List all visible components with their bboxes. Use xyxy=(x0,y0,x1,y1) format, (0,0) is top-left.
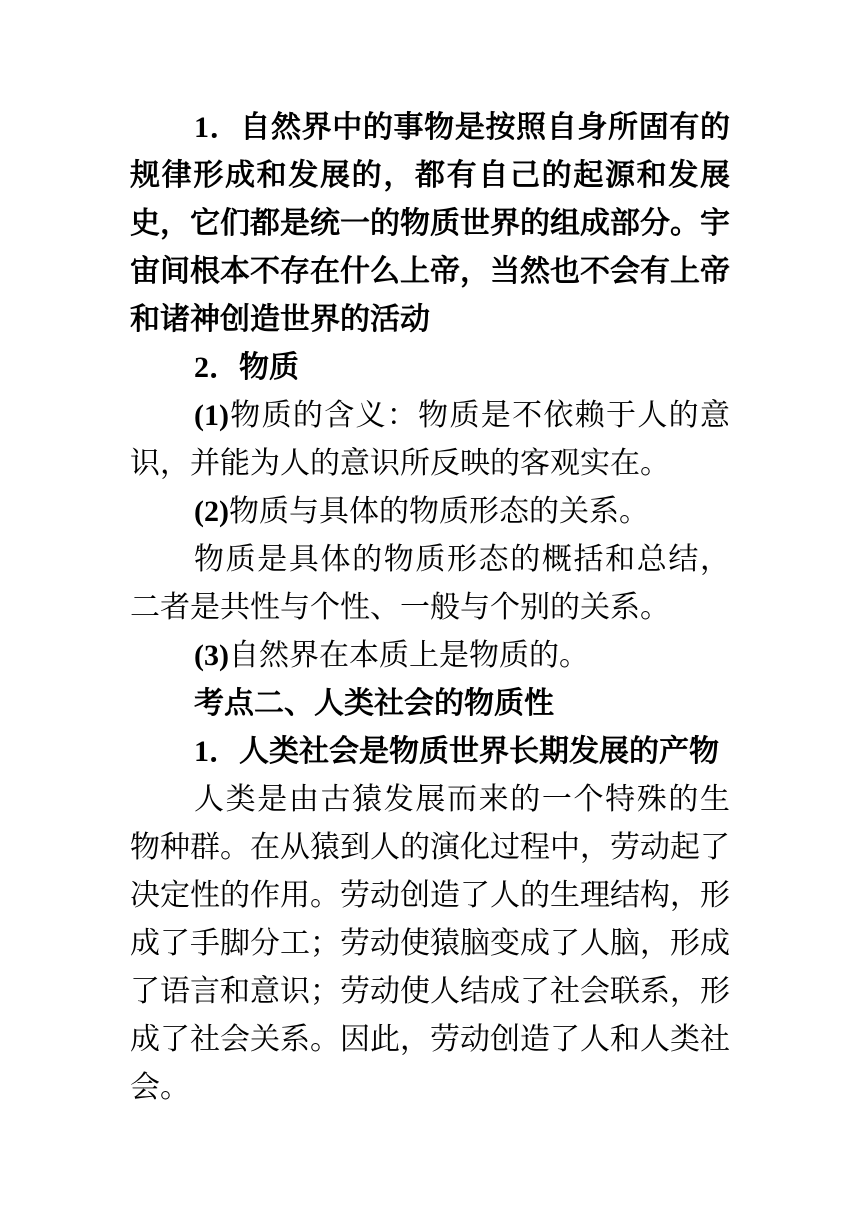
item-number: (1) xyxy=(194,399,229,432)
paragraph-matter-relation xyxy=(130,488,730,536)
item-number: 1． xyxy=(194,111,241,144)
heading-text: 考点二、人类社会的物质性 xyxy=(194,686,554,721)
item-number: 1． xyxy=(194,735,239,768)
heading-society-product xyxy=(130,728,730,776)
heading-text: 物质 xyxy=(239,350,299,385)
item-number: (2) xyxy=(194,495,229,528)
paragraph-nature-origin xyxy=(130,104,730,344)
paragraph-text: 物质与具体的物质形态的关系。 xyxy=(228,494,649,529)
paragraph-text: 物质的含义：物质是不依赖于人的意识，并能为人的意识所反映的客观实在。 xyxy=(130,398,730,481)
heading-kaodian-two xyxy=(130,680,730,728)
paragraph-matter-summary xyxy=(130,536,730,632)
document-page xyxy=(130,104,730,1112)
paragraph-text: 自然界在本质上是物质的。 xyxy=(228,638,589,673)
heading-text: 人类社会是物质世界长期发展的产物 xyxy=(239,734,719,769)
paragraph-text: 物质是具体的物质形态的概括和总结，二者是共性与个性、一般与个别的关系。 xyxy=(130,542,730,625)
paragraph-text: 自然界中的事物是按照自身所固有的规律形成和发展的，都有自己的起源和发展史，它们都是统一的物质世界的组成部分。宇宙间根本不存在什么上帝，当然也不会有上帝和诸神创造世界的活动 xyxy=(130,110,731,337)
item-number: 2． xyxy=(194,351,239,384)
paragraph-nature-material xyxy=(130,632,730,680)
item-number: (3) xyxy=(194,639,229,672)
paragraph-text: 人类是由古猿发展而来的一个特殊的生物种群。在从猿到人的演化过程中，劳动起了决定性的作用。劳动创造了人的生理结构，形成了手脚分工；劳动使猿脑变成了人脑，形成了语言和意识；劳动使人结成了社会联系，形成了社会关系。因此，劳动创造了人和人类社会。 xyxy=(130,782,730,1105)
paragraph-matter-meaning xyxy=(130,392,730,488)
heading-matter xyxy=(130,344,730,392)
paragraph-labor xyxy=(130,776,730,1112)
